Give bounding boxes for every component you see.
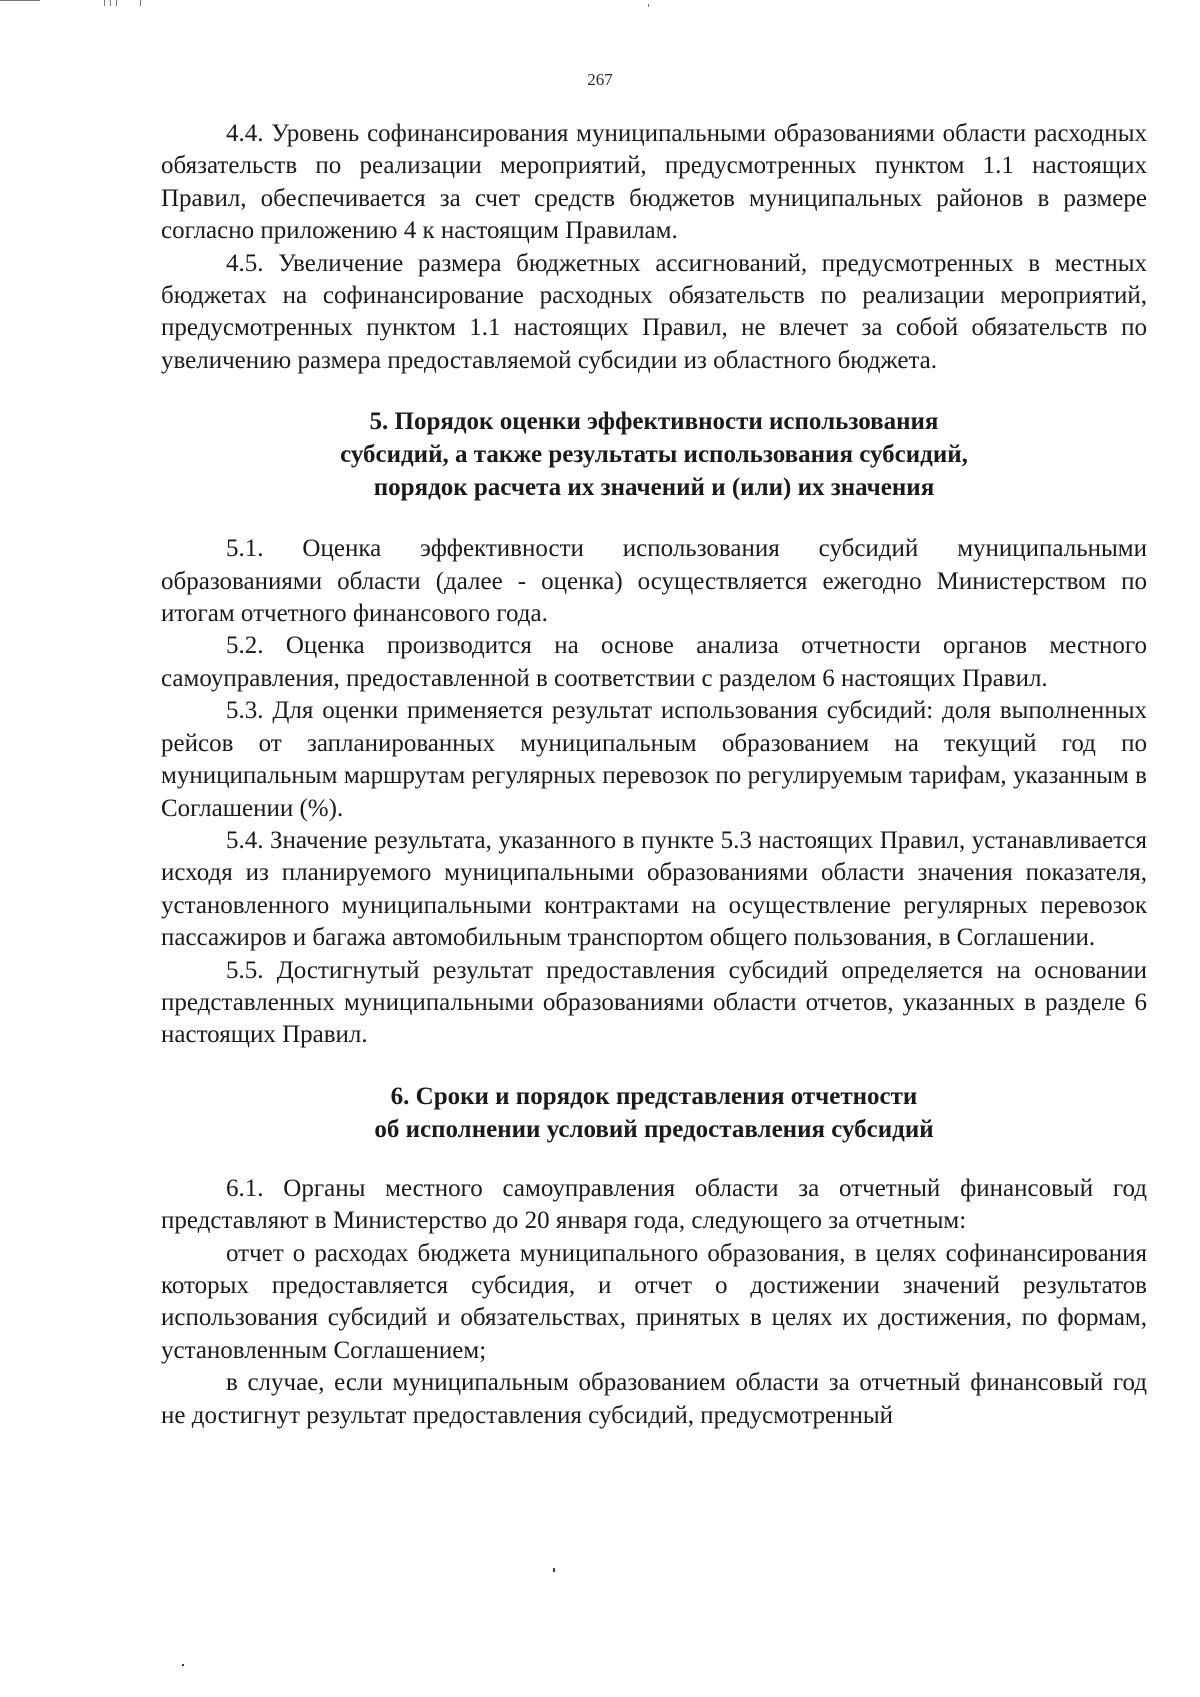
paragraph-6-1-report: отчет о расходах бюджета муниципального образования, в целях софинансирования которых предоставляется субсидия, и отчет о достижении значений результатов использования субсидий и обязательствах, принятых в целях их достижения, по формам, установленным Соглашением; xyxy=(161,1239,1147,1364)
paragraph-4-5: 4.5. Увеличение размера бюджетных ассигнований, предусмотренных в местных бюджетах на софинансирование расходных обязательств по реализации мероприятий, предусмотренных пунктом 1.1 настоящих Правил, не влечет за собой обязательств по увеличению размера предоставляемой субсидии из областного бюджета. xyxy=(161,249,1147,374)
scan-mark xyxy=(116,0,117,6)
page-number: 267 xyxy=(587,70,613,89)
paragraph-5-2: 5.2. Оценка производится на основе анализа отчетности органов местного самоуправления, предоставленной в соответствии с разделом 6 настоящих Правил. xyxy=(161,632,1147,692)
document-body xyxy=(161,118,1147,1432)
scan-mark xyxy=(110,0,111,6)
paragraph-5-1: 5.1. Оценка эффективности использования субсидий муниципальными образованиями области (далее - оценка) осуществляется ежегодно Министерством по итогам отчетного финансового года. xyxy=(161,535,1147,628)
paragraph-6-1-case: в случае, если муниципальным образованием области за отчетный финансовый год не достигнут результат предоставления субсидий, предусмотренный xyxy=(161,1369,1147,1429)
paragraph-6-1: 6.1. Органы местного самоуправления области за отчетный финансовый год представляют в Министерство до 20 января года, следующего за отчетным: xyxy=(161,1174,1147,1235)
section-6-heading xyxy=(161,1080,1147,1146)
heading-line: об исполнении условий предоставления субсидий xyxy=(374,1115,934,1143)
heading-line: 5. Порядок оценки эффективности использования xyxy=(369,408,939,436)
paragraph-4-4: 4.4. Уровень софинансирования муниципальными образованиями области расходных обязательств по реализации мероприятий, предусмотренных пунктом 1.1 настоящих Правил, обеспечивается за счет средств бюджетов муниципальных районов в размере согласно приложению 4 к настоящим Правилам. xyxy=(161,120,1147,245)
paragraph-5-5: 5.5. Достигнутый результат предоставления субсидий определяется на основании представленных муниципальными образованиями области отчетов, указанных в разделе 6 настоящих Правил. xyxy=(161,956,1147,1049)
scan-speck xyxy=(182,1664,184,1666)
scan-mark xyxy=(0,0,40,1)
paragraph-5-3: 5.3. Для оценки применяется результат использования субсидий: доля выполненных рейсов от запланированных муниципальным образованием на текущий год по муниципальным маршрутам регулярных перевозок по регулируемым тарифам, указанным в Соглашении (%). xyxy=(161,697,1147,822)
scan-mark xyxy=(648,4,649,7)
scan-mark xyxy=(104,0,105,6)
heading-line: субсидий, а также результаты использования субсидий, xyxy=(340,441,968,469)
paragraph-5-4: 5.4. Значение результата, указанного в пункте 5.3 настоящих Правил, устанавливается исходя из планируемого муниципальными образованиями области значения показателя, установленного муниципальными контрактами на осуществление регулярных перевозок пассажиров и багажа автомобильным транспортом общего пользования, в Соглашении. xyxy=(161,826,1147,952)
section-5-heading xyxy=(161,405,1147,504)
scan-speck xyxy=(553,1568,555,1572)
heading-line: порядок расчета их значений и (или) их значения xyxy=(373,474,935,502)
scan-mark xyxy=(140,0,141,6)
heading-line: 6. Сроки и порядок представления отчетности xyxy=(390,1082,918,1110)
